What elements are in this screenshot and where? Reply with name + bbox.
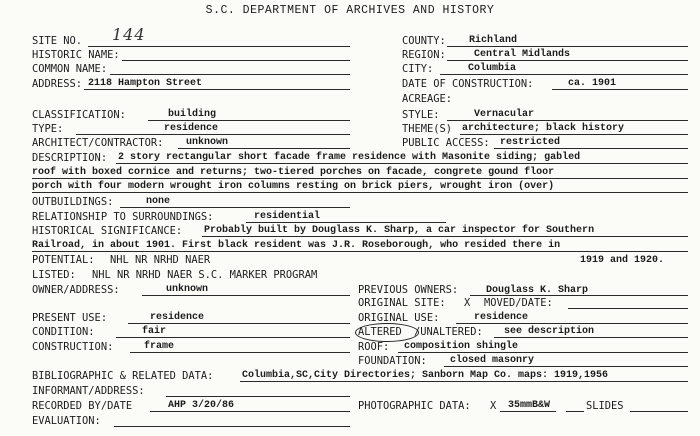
county-value: Richland <box>469 35 518 46</box>
classification-value: building <box>168 109 217 120</box>
photo-mark: X <box>490 400 497 412</box>
type-value: residence <box>164 123 219 134</box>
historical-significance-label: HISTORICAL SIGNIFICANCE: <box>32 225 183 237</box>
bibliographic-label: BIBLIOGRAPHIC & RELATED DATA: <box>32 370 214 382</box>
architect-value: unknown <box>186 137 229 148</box>
date-of-construction-value: ca. 1901 <box>568 78 617 89</box>
alteration-value: see description <box>504 326 595 337</box>
description-line-2: roof with boxed cornice and returns; two-tiered porches on facade, congrete gound floor <box>32 167 555 178</box>
recorded-by-value: AHP 3/20/86 <box>168 400 235 411</box>
listed-label: LISTED: <box>32 269 76 281</box>
foundation-value: closed masonry <box>450 355 535 366</box>
description-label: DESCRIPTION: <box>32 152 108 164</box>
address-label: ADDRESS: <box>32 78 83 90</box>
foundation-label: FOUNDATION: <box>358 355 427 367</box>
present-use-value: residence <box>150 312 205 323</box>
common-name-label: COMMON NAME: <box>32 63 108 75</box>
previous-owners-value: Douglass K. Sharp <box>486 285 589 296</box>
recorded-by-label: RECORDED BY/DATE <box>32 400 133 412</box>
relationship-label: RELATIONSHIP TO SURROUNDINGS: <box>32 211 214 223</box>
region-value: Central Midlands <box>474 49 571 60</box>
condition-label: CONDITION: <box>32 326 95 338</box>
description-line-3: porch with four modern wrought iron columns resting on brick piers, wrought iron (over) <box>32 181 555 192</box>
themes-label: THEME(S) <box>402 123 453 135</box>
bibliographic-value: Columbia,SC,City Directories; Sanborn Map Co. maps: 1919,1956 <box>242 370 609 381</box>
outbuildings-value: none <box>146 196 171 207</box>
original-use-label: ORIGINAL USE: <box>358 312 440 324</box>
altered-label: ALTERED <box>358 326 402 338</box>
public-access-label: PUBLIC ACCESS: <box>402 137 490 149</box>
present-use-label: PRESENT USE: <box>32 312 108 324</box>
roof-value: composition shingle <box>404 341 519 352</box>
original-use-value: residence <box>474 312 529 323</box>
condition-value: fair <box>142 326 167 337</box>
city-value: Columbia <box>468 63 517 74</box>
style-label: STYLE: <box>402 109 440 121</box>
owner-address-value: unknown <box>166 284 209 295</box>
listed-options: NHL NR NRHD NAER S.C. MARKER PROGRAM <box>92 269 318 281</box>
owner-address-label: OWNER/ADDRESS: <box>32 284 120 296</box>
date-of-construction-label: DATE OF CONSTRUCTION: <box>402 78 534 90</box>
construction-label: CONSTRUCTION: <box>32 341 114 353</box>
significance-line-2: Railroad, in about 1901. First black resident was J.R. Roseborough, who resided there in <box>32 240 561 251</box>
public-access-value: restricted <box>500 137 561 148</box>
photo-type: 35mmB&W <box>508 400 551 411</box>
historic-name-label: HISTORIC NAME: <box>32 49 120 61</box>
description-line-1: 2 story rectangular short facade frame residence with Masonite siding; gabled <box>118 152 581 163</box>
original-site-mark: X <box>464 297 471 309</box>
potential-label: POTENTIAL: <box>32 254 95 266</box>
significance-line-3: 1919 and 1920. <box>580 255 665 266</box>
site-no-value: 144 <box>112 25 146 44</box>
significance-line-1: Probably built by Douglass K. Sharp, a car inspector for Southern <box>204 225 595 236</box>
original-site-label: ORIGINAL SITE: <box>358 297 446 309</box>
slides-label: SLIDES <box>586 400 624 412</box>
moved-date-label: MOVED/DATE: <box>484 297 553 309</box>
county-label: COUNTY: <box>402 35 446 47</box>
address-value: 2118 Hampton Street <box>88 78 203 89</box>
site-no-label: SITE NO. <box>32 35 83 47</box>
architect-label: ARCHITECT/CONTRACTOR: <box>32 137 164 149</box>
outbuildings-label: OUTBUILDINGS: <box>32 196 114 208</box>
classification-label: CLASSIFICATION: <box>32 109 126 121</box>
city-label: CITY: <box>402 63 434 75</box>
relationship-value: residential <box>254 211 321 222</box>
style-value: Vernacular <box>474 109 535 120</box>
informant-label: INFORMANT/ADDRESS: <box>32 385 145 397</box>
themes-value: architecture; black history <box>462 123 625 134</box>
previous-owners-label: PREVIOUS OWNERS: <box>358 284 459 296</box>
potential-options: NHL NR NRHD NAER <box>110 254 211 266</box>
form-title: S.C. DEPARTMENT OF ARCHIVES AND HISTORY <box>205 4 495 17</box>
construction-value: frame <box>144 341 175 352</box>
type-label: TYPE: <box>32 123 64 135</box>
region-label: REGION: <box>402 49 446 61</box>
roof-label: ROOF: <box>358 341 390 353</box>
evaluation-label: EVALUATION: <box>32 415 101 427</box>
photographic-data-label: PHOTOGRAPHIC DATA: <box>358 400 471 412</box>
unaltered-label: /UNALTERED: <box>414 326 483 338</box>
acreage-label: ACREAGE: <box>402 93 453 105</box>
